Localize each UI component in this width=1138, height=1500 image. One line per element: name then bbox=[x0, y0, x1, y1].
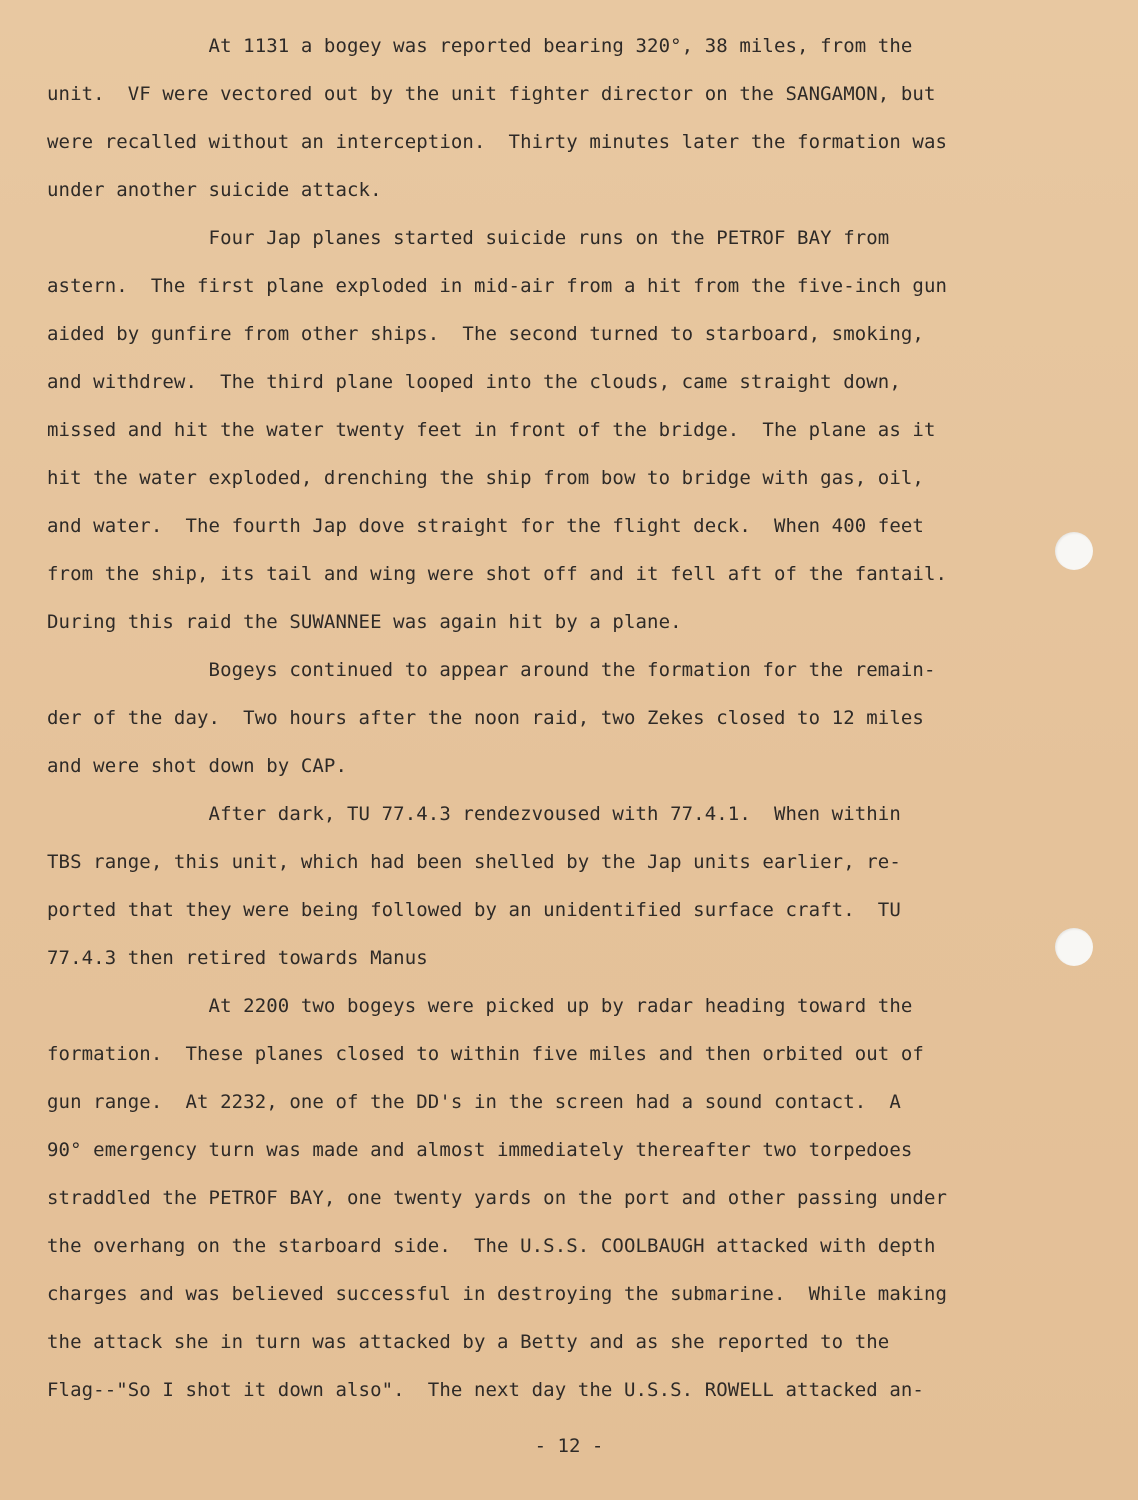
text-line: gun range. At 2232, one of the DD's in the screen had a sound contact. A bbox=[47, 1091, 901, 1113]
text-line: During this raid the SUWANNEE was again hit by a plane. bbox=[47, 611, 682, 633]
text-line: straddled the PETROF BAY, one twenty yards on the port and other passing under bbox=[47, 1187, 948, 1209]
text-line: TBS range, this unit, which had been shelled by the Jap units earlier, re- bbox=[47, 851, 901, 873]
text-line: and withdrew. The third plane looped into the clouds, came straight down, bbox=[47, 371, 901, 393]
text-line: After dark, TU 77.4.3 rendezvoused with 77.4.1. When within bbox=[47, 803, 901, 825]
text-line: charges and was believed successful in destroying the submarine. While making bbox=[47, 1283, 948, 1305]
text-line: the attack she in turn was attacked by a Betty and as she reported to the bbox=[47, 1331, 890, 1353]
punch-hole bbox=[1055, 532, 1093, 570]
text-line: 77.4.3 then retired towards Manus bbox=[47, 947, 428, 969]
text-line: 90° emergency turn was made and almost immediately thereafter two torpedoes bbox=[47, 1139, 913, 1161]
text-line: astern. The first plane exploded in mid-air from a hit from the five-inch gun bbox=[47, 275, 948, 297]
body-text bbox=[47, 22, 1007, 1414]
text-line: under another suicide attack. bbox=[47, 179, 382, 201]
text-line: aided by gunfire from other ships. The second turned to starboard, smoking, bbox=[47, 323, 924, 345]
text-line: unit. VF were vectored out by the unit fighter director on the SANGAMON, but bbox=[47, 83, 936, 105]
text-line: missed and hit the water twenty feet in front of the bridge. The plane as it bbox=[47, 419, 936, 441]
text-line: At 1131 a bogey was reported bearing 320°, 38 miles, from the bbox=[47, 35, 913, 57]
text-line: formation. These planes closed to within five miles and then orbited out of bbox=[47, 1043, 924, 1065]
text-line: the overhang on the starboard side. The U.S.S. COOLBAUGH attacked with depth bbox=[47, 1235, 936, 1257]
text-line: and were shot down by CAP. bbox=[47, 755, 348, 777]
text-line: Flag--"So I shot it down also". The next day the U.S.S. ROWELL attacked an- bbox=[47, 1379, 924, 1401]
text-line: Four Jap planes started suicide runs on the PETROF BAY from bbox=[47, 227, 890, 249]
text-line: hit the water exploded, drenching the ship from bow to bridge with gas, oil, bbox=[47, 467, 924, 489]
text-line: ported that they were being followed by an unidentified surface craft. TU bbox=[47, 899, 901, 921]
punch-hole bbox=[1055, 928, 1093, 966]
page-number: - 12 - bbox=[534, 1435, 604, 1457]
text-line: der of the day. Two hours after the noon raid, two Zekes closed to 12 miles bbox=[47, 707, 924, 729]
text-line: from the ship, its tail and wing were shot off and it fell aft of the fantail. bbox=[47, 563, 948, 585]
text-line: and water. The fourth Jap dove straight for the flight deck. When 400 feet bbox=[47, 515, 924, 537]
text-line: Bogeys continued to appear around the formation for the remain- bbox=[47, 659, 936, 681]
text-line: were recalled without an interception. Thirty minutes later the formation was bbox=[47, 131, 948, 153]
text-line: At 2200 two bogeys were picked up by radar heading toward the bbox=[47, 995, 913, 1017]
